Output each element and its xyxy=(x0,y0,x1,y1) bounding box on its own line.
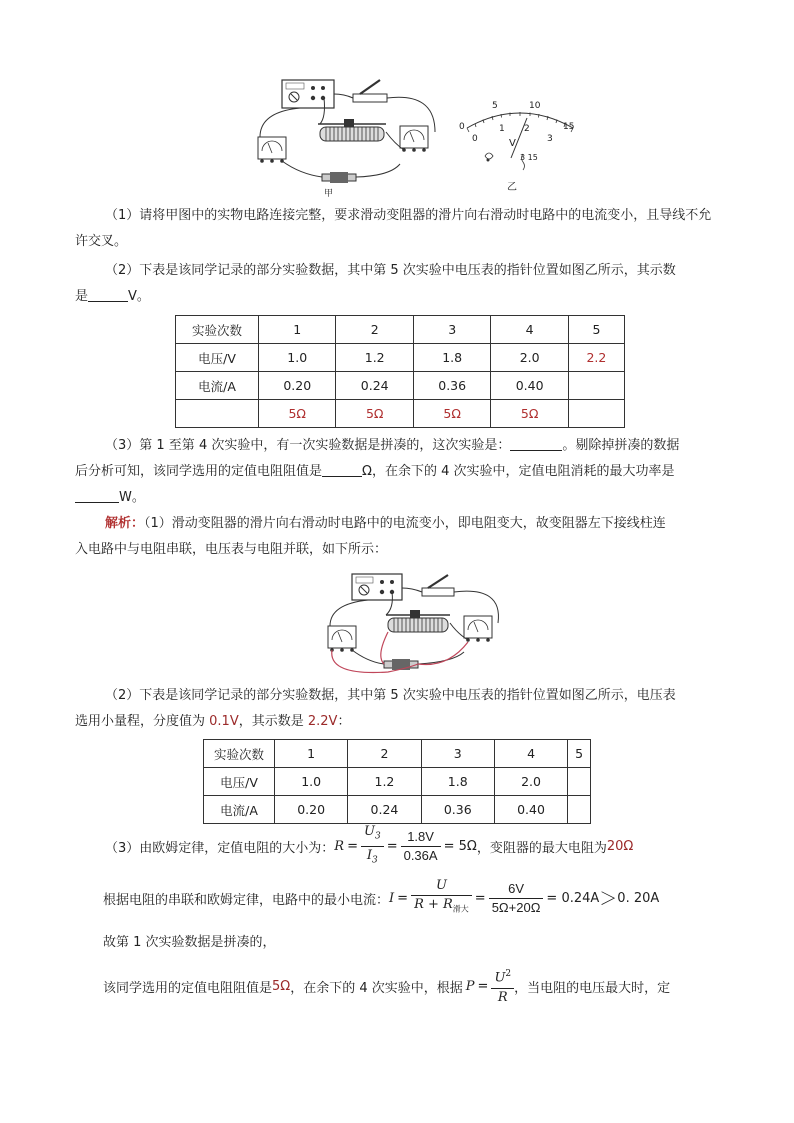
analysis-1: 解析：（1）滑动变阻器的滑片向右滑动时电路中的电流变小，即电阻变大，故变阻器左下接线柱连 入电路中与电阻串联，电压表与电阻并联，如下所示： xyxy=(75,516,666,557)
question-2-answer-line: 是 V。 xyxy=(75,289,150,304)
meter-terminal-labels: 3 15 xyxy=(520,153,538,162)
question-2 xyxy=(75,258,720,310)
meter-tick-label: 3 xyxy=(547,134,553,144)
meter-tick-label: 2 xyxy=(524,124,530,134)
table-row: 电流/A 0.20 0.24 0.36 0.40 xyxy=(204,796,591,824)
switch xyxy=(353,94,387,102)
table-row: 实验次数 1 2 3 4 5 xyxy=(204,740,591,768)
fraction-u3-i3: $\frac{U_3}{I_3}$ xyxy=(361,823,384,869)
question-2-text: （2）下表是该同学记录的部分实验数据，其中第 5 次实验中电压表的指针位置如图乙所示，其示数 xyxy=(105,263,676,278)
fraction-values: $\frac{6V}{5\Omega+20\Omega}$ xyxy=(489,880,544,917)
analysis-3c: 故第 1 次实验数据是拼凑的， xyxy=(103,935,276,950)
table-row: 5Ω 5Ω 5Ω 5Ω xyxy=(176,400,625,428)
table-row: 电压/V 1.0 1.2 1.8 2.0 2.2 xyxy=(176,344,625,372)
answer-blank[interactable] xyxy=(88,287,128,302)
answer-blank[interactable] xyxy=(510,436,562,451)
figure-label-yi: 乙 xyxy=(507,182,517,193)
analysis-3d: 该同学选用的定值电阻阻值是 5Ω ，在余下的 4 次实验中，根据 P = $\frac{U^2}{R}$ ，当电阻的电压最大时，定 xyxy=(103,964,670,1008)
data-table-2 xyxy=(203,739,591,824)
meter-tick-label: 0 xyxy=(459,122,465,132)
table-row: 电流/A 0.20 0.24 0.36 0.40 xyxy=(176,372,625,400)
meter-tick-label: 0 xyxy=(472,134,478,144)
table-row: 电压/V 1.0 1.2 1.8 2.0 xyxy=(204,768,591,796)
meter-tick-label: 15 xyxy=(563,122,575,132)
question-1-text: （1）请将甲图中的实物电路连接完整，要求滑动变阻器的滑片向右滑动时电路中的电流变小，且导线不允许交叉。 xyxy=(75,208,712,249)
question-3: （3）第 1 至第 4 次实验中，有一次实验数据是拼凑的，这次实验是： 。剔除掉拼凑的数据 后分析可知，该同学选用的定值电阻阻值是 Ω，在余下的 4 次实验中，定值电阻消耗的最大功率是 W。 xyxy=(75,438,680,505)
meter-tick-label: 1 xyxy=(499,124,505,134)
analysis-3a: （3）由欧姆定律，定值电阻的大小为： R = $\frac{U_3}{I_3}$ = $\frac{1.8V}{0.36A}$ = 5Ω ，变阻器的最大电阻为 20Ω xyxy=(105,828,633,864)
question-1 xyxy=(75,203,720,255)
circuit-figure-jia xyxy=(240,72,450,192)
figure-label-jia: 甲 xyxy=(324,189,334,199)
analysis-3b: 根据电阻的串联和欧姆定律，电路中的最小电流： I = $\frac{U}{R + R_{滑大}}$ = $\frac{6V}{5\Omega+20\Omega}$ = 0.24A ＞ 0. 20A xyxy=(103,877,659,919)
meter-tick-label: 5 xyxy=(492,101,498,111)
fraction-u2-r: $\frac{U^2}{R}$ xyxy=(491,965,514,1006)
meter-unit-letter: V xyxy=(509,138,516,149)
fraction-values: $\frac{1.8V}{0.36A}$ xyxy=(401,828,441,865)
analysis-2: （2）下表是该同学记录的部分实验数据，其中第 5 次实验中电压表的指针位置如图乙所示，电压表 选用小量程，分度值为 0.1V，其示数是 2.2V： xyxy=(75,688,676,729)
circuit-figure-answer xyxy=(318,568,518,680)
data-table-1 xyxy=(175,315,625,428)
table-row: 实验次数 1 2 3 4 5 xyxy=(176,316,625,344)
answer-blank[interactable] xyxy=(322,462,362,477)
fraction-u-r: $\frac{U}{R + R_{滑大}}$ xyxy=(411,877,472,919)
answer-blank[interactable] xyxy=(75,488,119,503)
analysis-label: 解析： xyxy=(105,516,145,531)
meter-tick-label: 10 xyxy=(529,101,541,111)
